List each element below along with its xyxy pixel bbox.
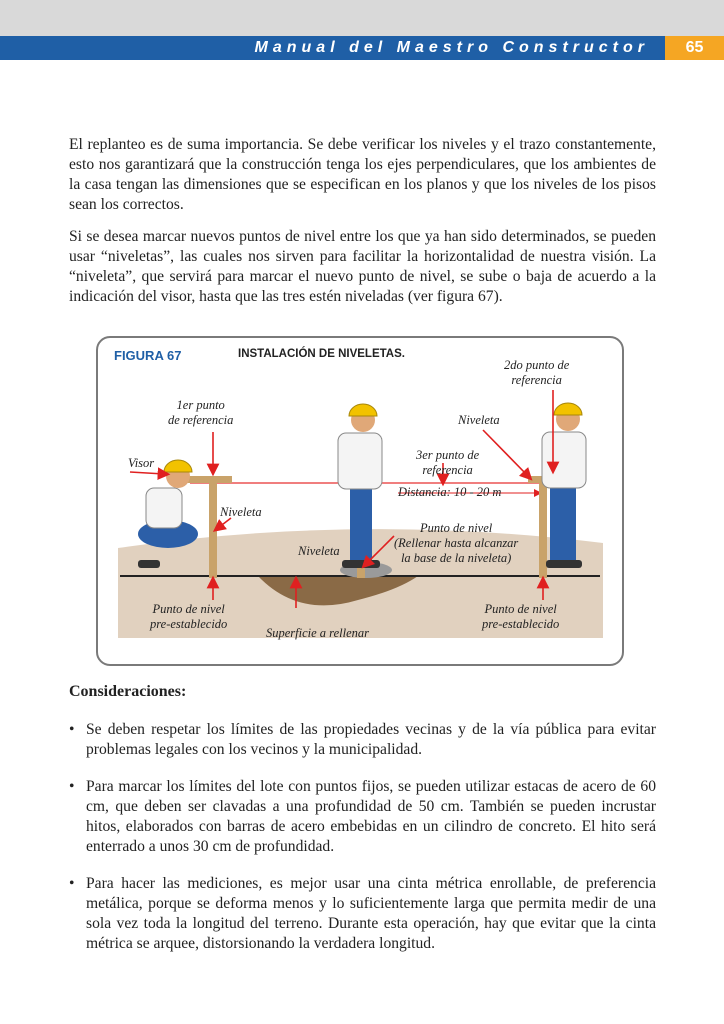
figure-number: FIGURA 67: [114, 348, 182, 363]
arrow-niveleta-derecha: [483, 430, 528, 476]
label-niveleta-izquierda: Niveleta: [220, 505, 262, 519]
label-superficie: Superficie a rellenar: [266, 626, 369, 640]
label-tercer-punto: 3er punto de referencia: [416, 448, 480, 477]
niveleta-right-post: [539, 478, 547, 578]
worker-right-shirt: [542, 432, 586, 488]
label-visor: Visor: [128, 456, 155, 470]
label-niveleta-derecha: Niveleta: [458, 413, 500, 427]
worker-center-shirt: [338, 433, 382, 489]
label-punto-de-nivel: Punto de nivel (Rellenar hasta alcanzar la base de la niveleta): [394, 521, 519, 565]
considerations-list: [69, 720, 656, 971]
list-item: • Para hacer las mediciones, es mejor usar una cinta métrica enrollable, de preferencia metálica, porque se deforma menos y lo suficientemente larga que permita medir de una sola vez toda la longitud del terreno. Durante esta operación, hay que evitar que la cinta métrica se arquee, distorsionando la verdadera longitud.: [69, 874, 656, 954]
paragraph-replanteo: El replanteo es de suma importancia. Se debe verificar los niveles y el trazo constantemente, esto nos garantizará que la construcción tenga los ejes perpendiculares, que los ambientes de la casa tengan las dimensiones que se especifican en los planos y que los niveles de los pisos sean los correctos.: [69, 136, 656, 213]
header-bar: [0, 36, 665, 60]
worker-center-boots: [342, 560, 380, 568]
label-distancia: Distancia: 10 - 20 m: [398, 485, 502, 499]
label-pre-establecido-der: Punto de nivel pre-establecido: [482, 602, 560, 631]
running-header-title: Manual del Maestro Constructor: [254, 39, 649, 56]
list-item: • Se deben respetar los límites de las propiedades vecinas y de la vía pública para evitar problemas legales con los vecinos y la municipalidad.: [69, 720, 656, 760]
paragraph-niveletas: Si se desea marcar nuevos puntos de nivel entre los que ya han sido determinados, se pueden usar “niveletas”, las cuales nos sirven para facilitar la horizontalidad de nuestra visión. La “niveleta”, que servirá para marcar el nuevo punto de nivel, se sube o baja de acuerdo a la indicación del visor, hasta que las tres estén niveladas (ver figura 67).: [69, 228, 656, 305]
worker-left-helmet: [164, 460, 192, 472]
niveleta-left-post: [209, 478, 217, 578]
list-item: • Para marcar los límites del lote con puntos fijos, se pueden utilizar estacas de acero de 60 cm, que deben ser clavadas a una profundidad de 50 cm. También se pueden incrustar hitos, elaborados con barras de acero embebidas en un cilindro de concreto. El hito será enterrado a unos 30 cm de profundidad.: [69, 777, 656, 857]
figure-67: [96, 336, 624, 666]
considerations-heading: Consideraciones:: [69, 683, 187, 700]
page-number: 65: [665, 36, 724, 60]
worker-left-shirt: [146, 488, 182, 528]
worker-right-legs: [550, 488, 576, 564]
label-segundo-punto: 2do punto de referencia: [504, 358, 570, 387]
figure-title: INSTALACIÓN DE NIVELETAS.: [238, 348, 405, 360]
worker-right-boots: [546, 560, 582, 568]
worker-center-legs: [350, 488, 372, 562]
worker-left-boot: [138, 560, 160, 568]
label-primer-punto: 1er punto de referencia: [168, 398, 234, 427]
worker-center-helmet: [349, 404, 377, 416]
top-margin: [0, 0, 724, 36]
worker-right-helmet: [554, 403, 582, 415]
label-niveleta-centro: Niveleta: [298, 544, 340, 558]
niveleta-left-board: [184, 476, 232, 483]
label-pre-establecido-izq: Punto de nivel pre-establecido: [150, 602, 228, 631]
arrow-visor: [130, 472, 164, 474]
